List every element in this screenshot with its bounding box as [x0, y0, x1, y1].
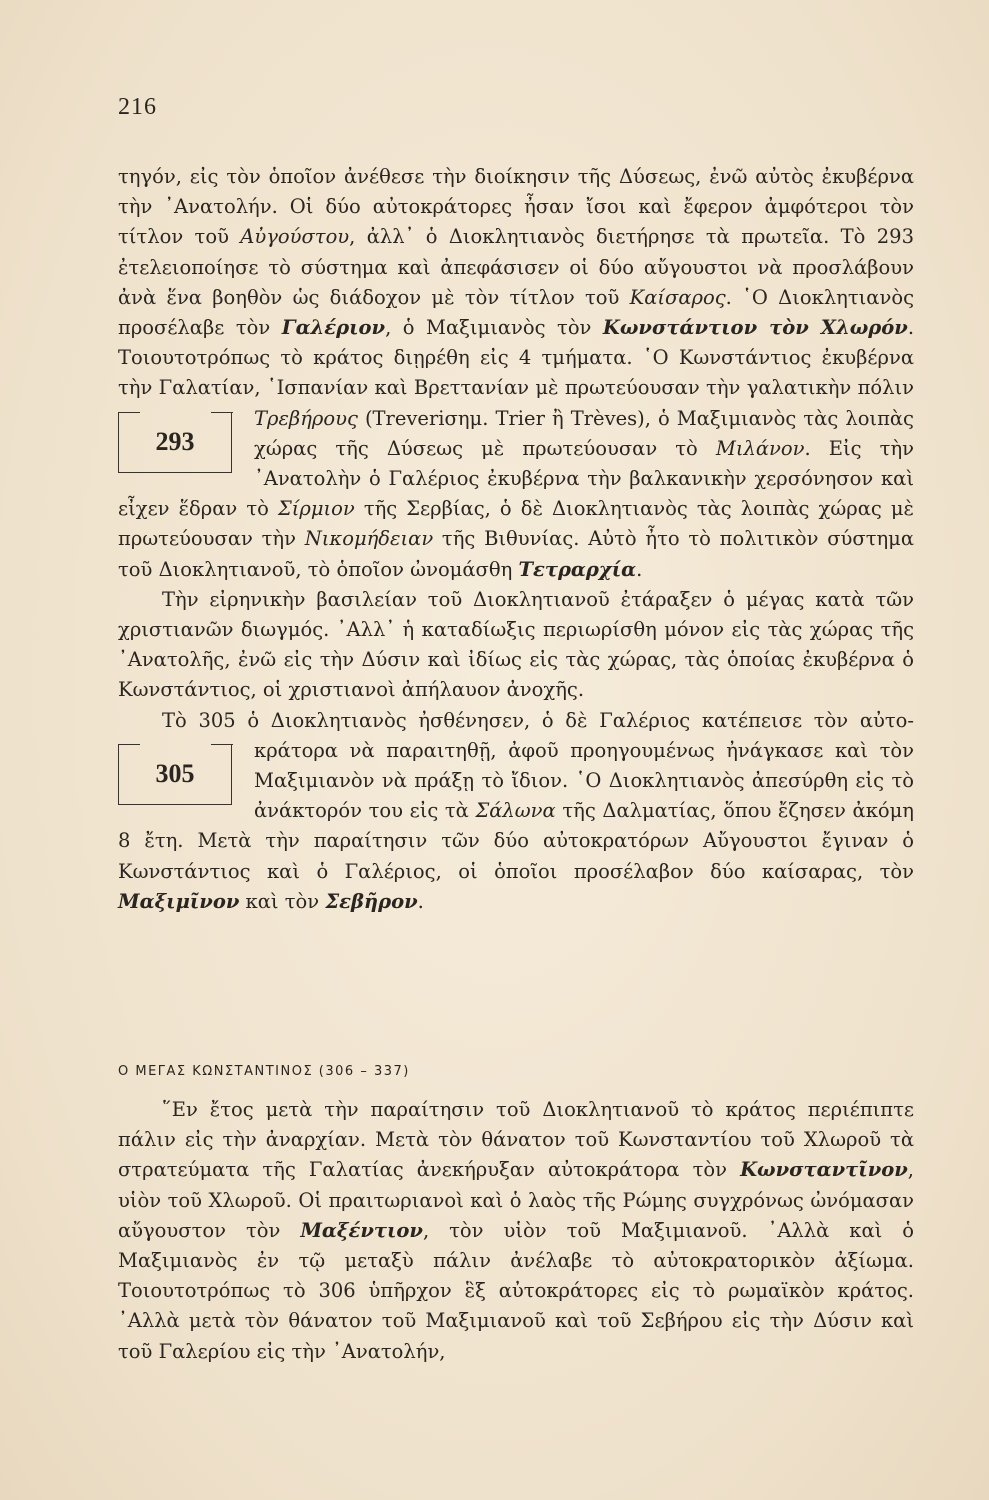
text-run: σημ. Trier ἢ Trèves), ὁ Μαξιμιανὸς τὰς λοιπὰς χώρας τῆς Δύσεως μὲ πρωτεύουσαν τὸ: [254, 406, 914, 460]
text-run: τῆς Δαλματίας, ὅπου ἔζησεν ἀκόμη 8 ἔτη. Μετὰ τὴν παραίτησιν τῶν δύο αὐτοκρατόρων Αὔγουστοι ἔγιναν ὁ Κωνστάντιος καὶ ὁ Γαλέριος, οἱ ὁποῖοι προσέλαβον δύο καίσαρας, τὸν: [118, 799, 914, 883]
term-maxention: Μαξέντιον: [300, 1218, 423, 1242]
term-sevirон: Σεβῆρον: [325, 889, 418, 913]
paragraph-2: Τὴν εἰρηνικὴν βασιλείαν τοῦ Διοκλητιανοῦ ἐτάραξεν ὁ μέγας κατὰ τῶν χριστιανῶν διωγμός. ᾿Αλλ᾿ ἡ καταδίωξις περιωρίσθη μόνον εἰς τὰς χώρας τῆς ᾿Ανατολῆς, ἐνῶ εἰς τὴν Δύσιν καὶ ἰδίως εἰς τὰς χώρας, τὰς ὁποίας ἐκυβέρνα ὁ Κωνστάντιος, οἱ χριστιανοὶ ἀπήλαυον ἀνοχῆς.: [118, 587, 914, 702]
text-run: . ῾Ο Διοκλητιανὸς προσέλαβε τὸν: [118, 285, 914, 340]
term-maximinon: Μαξιμῖνον: [118, 889, 240, 913]
text-run: . Εἰς τὴν ᾿Ανατολὴν ὁ Γαλέριος ἐκυβέρνα τὴν βαλκανικὴν χερσόνησον καὶ εἶχεν ἕδραν τὸ: [118, 436, 914, 521]
text-run: τῆς Βιθυνίας. Αὐτὸ ἦτο τὸ πολιτικὸν σύστημα τοῦ Διοκλητιανοῦ, τὸ ὁποῖον ὠνομάσθη: [118, 527, 915, 581]
text-run: κράτορα νὰ παραιτηθῇ, ἀφοῦ προηγουμένως ἠνάγκασε καὶ τὸν Μαξιμιανὸν νὰ πράξῃ τὸ ἴδιον. ῾Ο Διοκλητιανὸς ἀπεσύρθη εἰς τὸ ἀνάκτορόν του εἰς τὰ: [254, 738, 914, 823]
text-run: (Treveri: [357, 406, 445, 430]
margin-date-293: 293: [118, 412, 232, 473]
text-run: .: [636, 557, 643, 581]
text-run: , τὸν υἱὸν τοῦ Μαξιμιανοῦ. ᾿Αλλὰ καὶ ὁ Μαξιμιανὸς ἐν τῷ μεταξὺ πάλιν ἀνέλαβε τὸ αὐτοκρατορικὸν ἀξίωμα. Τοιουτοτρόπως τὸ 306 ὑπῆρχον ἓξ αὐτοκράτορες εἰς τὸ ρωμαϊκὸν κράτος. ᾿Αλλὰ μετὰ τὸν θάνατον τοῦ Μαξιμιανοῦ καὶ τοῦ Σεβήρου εἰς τὴν Δύσιν καὶ τοῦ Γαλερίου εἰς τὴν ᾿Ανατολήν,: [118, 1218, 915, 1363]
page-number: 216: [118, 94, 157, 120]
term-konstantion: Κωνστάντιον τὸν Χλωρόν: [602, 316, 908, 340]
text-run: , ὁ Μαξιμιανὸς τὸν: [385, 316, 603, 340]
term-milanon: Μιλάνον: [715, 436, 805, 460]
term-sirmion: Σίρμιον: [277, 497, 355, 521]
term-konstantinon: Κωνσταντῖνον: [740, 1158, 908, 1182]
paragraph-4: [118, 1095, 914, 1367]
section-heading: Ο ΜΕΓΑΣ ΚΩΝΣΤΑΝΤΙΝΟΣ (306 – 337): [118, 1064, 410, 1079]
second-text-block: [118, 1095, 914, 1367]
text-run: καὶ τὸν: [239, 889, 326, 913]
term-kaisaros: Καίσαρος: [629, 285, 726, 309]
paragraph-1: [118, 162, 914, 585]
term-nikomedeian: Νικομήδειαν: [304, 527, 434, 551]
term-trevirous: Τρεβήρους: [254, 406, 358, 430]
term-tetrarchia: Τετραρχία: [518, 557, 637, 581]
text-run: . Τοιουτοτρόπως τὸ κράτος διῃρέθη εἰς 4 τμήματα. ῾Ο Κωνστάντιος ἐκυβέρνα τὴν Γαλατίαν, ῾Ισπανίαν καὶ Βρεττανίαν μὲ πρωτεύουσαν τὴν γαλατικὴν πόλιν: [118, 316, 915, 400]
text-run: , υἱὸν τοῦ Χλωροῦ. Οἱ πραιτωριανοὶ καὶ ὁ λαὸς τῆς Ρώμης συγχρόνως ὠνόμασαν αὔγουστον τὸν: [118, 1158, 914, 1242]
margin-date-305: 305: [118, 744, 232, 805]
text-run: τῆς Σερβίας, ὁ δὲ Διοκλητιανὸς τὰς λοιπὰς χώρας μὲ πρωτεύουσαν τὴν: [118, 497, 914, 551]
term-galerion: Γαλέριον: [281, 316, 386, 340]
text-run: , ἀλλ᾿ ὁ Διοκλητιανὸς διετήρησε τὰ πρωτεῖα. Τὸ 293 ἐτελειοποίησε τὸ σύστημα καὶ ἀπεφάσισεν οἱ δύο αὔγουστοι νὰ προσλάβουν ἀνὰ ἕνα βοηθὸν ὡς διάδοχον μὲ τὸν τίτλον τοῦ: [118, 225, 914, 309]
term-salona: Σάλωνα: [475, 799, 556, 823]
term-augoustou: Αὐγούστου: [240, 225, 350, 249]
paragraph-3: [118, 706, 914, 917]
text-run: Τὸ 305 ὁ Διοκλητιανὸς ἠσθένησεν, ὁ δὲ Γαλέριος κατέπεισε τὸν αὐτο-: [162, 708, 914, 732]
text-run: ῞Εν ἔτος μετὰ τὴν παραίτησιν τοῦ Διοκλητιανοῦ τὸ κράτος περιέπιπτε πάλιν εἰς τὴν ἀναρχίαν. Μετὰ τὸν θάνατον τοῦ Κωνσταντίου τοῦ Χλωροῦ τὰ στρατεύματα τῆς Γαλατίας ἀνεκήρυξαν αὐτοκράτορα τὸν: [118, 1098, 914, 1182]
text-run: τηγόν, εἰς τὸν ὁποῖον ἀνέθεσε τὴν διοίκησιν τῆς Δύσεως, ἐνῶ αὐτὸς ἐκυβέρνα τὴν ᾿Ανατολήν. Οἱ δύο αὐτοκράτορες ἦσαν ἴσοι καὶ ἔφερον ἀμφότεροι τὸν τίτλον τοῦ: [118, 165, 914, 249]
main-text-block: [118, 162, 914, 917]
text-run: .: [417, 889, 424, 913]
